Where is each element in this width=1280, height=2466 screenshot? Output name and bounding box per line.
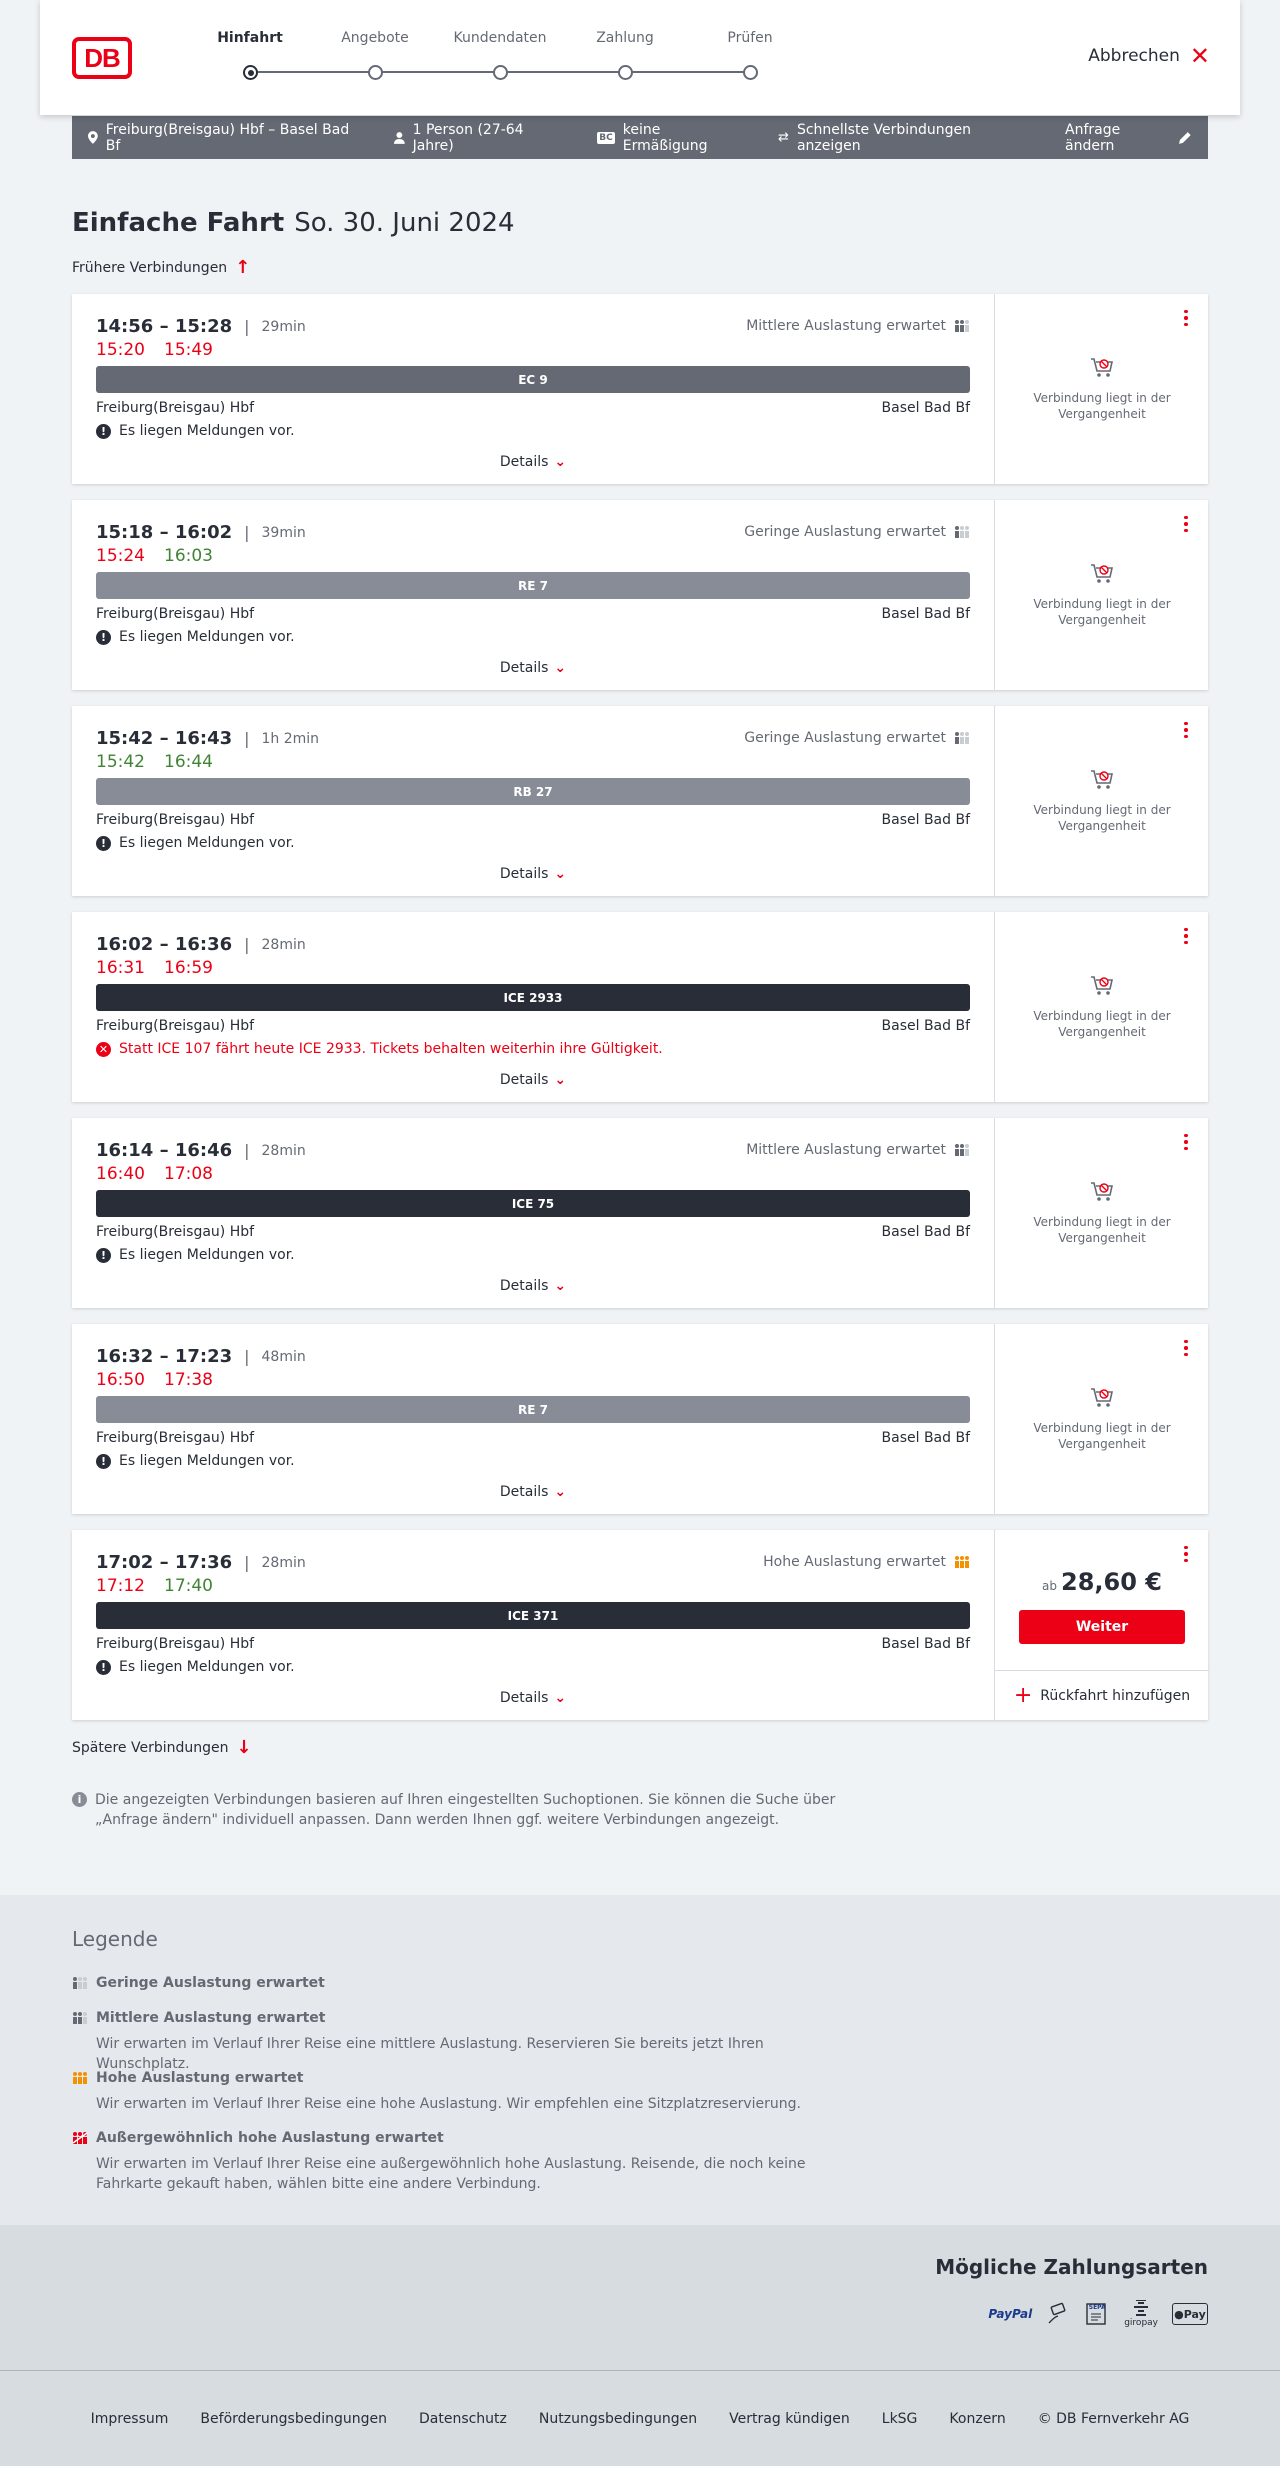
duration: 29min xyxy=(261,318,306,335)
price xyxy=(995,1568,1209,1596)
occupancy-low-icon xyxy=(72,1977,88,1989)
realtime-departure: 17:12 xyxy=(96,1576,145,1596)
chevron-down-icon: ⌄ xyxy=(554,660,567,676)
realtime-arrival: 16:44 xyxy=(164,752,213,772)
past-connection-text: Verbindung liegt in der Vergangenheit xyxy=(1033,391,1171,421)
past-connection-note xyxy=(995,1178,1209,1246)
step-label-1: Angebote xyxy=(341,30,409,46)
train-bar[interactable]: ICE 75 xyxy=(96,1190,970,1217)
payment-title: Mögliche Zahlungsarten xyxy=(935,2255,1208,2279)
payment-methods-section xyxy=(0,2225,1280,2370)
message-text: Es liegen Meldungen vor. xyxy=(119,1247,295,1263)
connection-main xyxy=(72,912,994,1102)
connection-card[interactable] xyxy=(72,500,1208,690)
connection-card[interactable] xyxy=(72,1118,1208,1308)
disruption-message xyxy=(96,1041,663,1057)
cancel-label: Abbrechen xyxy=(1088,46,1180,66)
more-options-icon[interactable] xyxy=(1180,924,1192,948)
train-bar[interactable]: ICE 371 xyxy=(96,1602,970,1629)
separator: | xyxy=(244,1553,250,1572)
past-connection-text: Verbindung liegt in der Vergangenheit xyxy=(1033,803,1171,833)
connection-card[interactable] xyxy=(72,912,1208,1102)
arrival-station: Basel Bad Bf xyxy=(881,1636,970,1652)
realtime-departure: 16:50 xyxy=(96,1370,145,1390)
step-label-3: Zahlung xyxy=(596,30,654,46)
search-info-text: Die angezeigten Verbindungen basieren auf Ihren eingestellten Suchoptionen. Sie können die Suche über „Anfrage ändern" individuell anpassen. Dann werden Ihnen ggf. weitere Verbindungen angezeigt. xyxy=(95,1792,836,1828)
arrival-station: Basel Bad Bf xyxy=(881,606,970,622)
details-label: Details xyxy=(499,1690,549,1706)
realtime-departure: 15:24 xyxy=(96,546,145,566)
departure-station: Freiburg(Breisgau) Hbf xyxy=(96,400,255,416)
footer-link[interactable]: Nutzungsbedingungen xyxy=(538,2410,698,2427)
route-item[interactable] xyxy=(88,122,362,154)
planned-times: 17:02 – 17:36 xyxy=(96,1552,233,1573)
details-label: Details xyxy=(499,1278,549,1294)
occupancy-exceptional-icon xyxy=(72,2132,88,2144)
train-bar[interactable]: RB 27 xyxy=(96,778,970,805)
details-label: Details xyxy=(499,1072,549,1088)
message-text: Statt ICE 107 fährt heute ICE 2933. Tickets behalten weiterhin ihre Gültigkeit. xyxy=(119,1041,663,1057)
error-icon: ✕ xyxy=(96,1042,111,1057)
close-icon: ✕ xyxy=(1189,42,1210,70)
later-connections-link[interactable] xyxy=(72,1737,252,1758)
connection-card[interactable] xyxy=(72,706,1208,896)
earlier-connections-link[interactable] xyxy=(72,257,250,278)
sepa-direct-debit-icon xyxy=(1084,2300,1110,2328)
details-toggle[interactable] xyxy=(72,454,994,470)
duration: 48min xyxy=(261,1348,306,1365)
change-request-button[interactable] xyxy=(1065,122,1192,154)
connection-offer xyxy=(994,500,1208,690)
connection-offer xyxy=(994,1530,1208,1720)
legend-item xyxy=(72,2130,856,2194)
occupancy-icon xyxy=(954,732,970,744)
cart-disabled-icon xyxy=(1089,1178,1115,1204)
departure-station: Freiburg(Breisgau) Hbf xyxy=(96,1224,255,1240)
occupancy-indicator[interactable] xyxy=(746,318,970,334)
chevron-down-icon: ⌄ xyxy=(554,1484,567,1500)
planned-times: 16:02 – 16:36 xyxy=(96,934,233,955)
train-bar[interactable]: EC 9 xyxy=(96,366,970,393)
occupancy-high-icon xyxy=(72,2072,88,2084)
connection-times xyxy=(96,1552,306,1573)
occupancy-indicator[interactable] xyxy=(744,730,970,746)
legend-item-title: Mittlere Auslastung erwartet xyxy=(96,2010,326,2026)
chevron-down-icon: ⌄ xyxy=(554,1278,567,1294)
more-options-icon[interactable] xyxy=(1180,306,1192,330)
later-connections-label: Spätere Verbindungen xyxy=(72,1739,229,1756)
separator: | xyxy=(244,729,250,748)
arrival-station: Basel Bad Bf xyxy=(881,1224,970,1240)
connection-main xyxy=(72,1530,994,1720)
step-marker-2[interactable] xyxy=(493,65,508,80)
cart-disabled-icon xyxy=(1089,354,1115,380)
chevron-down-icon: ⌄ xyxy=(554,1072,567,1088)
message-text: Es liegen Meldungen vor. xyxy=(119,423,295,439)
legend-item-header xyxy=(72,2130,856,2146)
pencil-icon xyxy=(1179,131,1192,144)
occupancy-indicator[interactable] xyxy=(746,1142,970,1158)
past-connection-text: Verbindung liegt in der Vergangenheit xyxy=(1033,1009,1171,1039)
connection-times xyxy=(96,728,319,749)
separator: | xyxy=(244,1347,250,1366)
legend-item-header xyxy=(72,2010,856,2026)
occupancy-icon xyxy=(954,526,970,538)
connection-main xyxy=(72,706,994,896)
realtime-times xyxy=(96,1164,232,1184)
cart-disabled-icon xyxy=(1089,1384,1115,1410)
realtime-departure: 15:42 xyxy=(96,752,145,772)
alert-icon: ! xyxy=(96,424,111,439)
planned-times: 14:56 – 15:28 xyxy=(96,316,233,337)
planned-times: 16:32 – 17:23 xyxy=(96,1346,233,1367)
page-title xyxy=(72,208,515,238)
step-marker-4[interactable] xyxy=(743,65,758,80)
connection-card[interactable] xyxy=(72,1530,1208,1720)
step-marker-3[interactable] xyxy=(618,65,633,80)
duration: 28min xyxy=(261,1142,306,1159)
discount-text: keine Ermäßigung xyxy=(622,121,708,154)
connection-times xyxy=(96,1140,306,1161)
chevron-down-icon: ⌄ xyxy=(554,454,567,470)
step-label-4: Prüfen xyxy=(727,30,773,46)
occupancy-indicator[interactable] xyxy=(744,524,970,540)
footer-link[interactable]: Vertrag kündigen xyxy=(729,2410,850,2427)
realtime-times xyxy=(96,546,232,566)
legend-item-text: Wir erwarten im Verlauf Ihrer Reise eine außergewöhnlich hohe Auslastung. Reisende, die noch keine Fahrkarte gekauft haben, wählen bitte eine andere Verbindung. xyxy=(96,2156,806,2192)
separator: | xyxy=(244,523,250,542)
departure-station: Freiburg(Breisgau) Hbf xyxy=(96,1430,255,1446)
past-connection-note xyxy=(995,972,1209,1040)
separator: | xyxy=(244,317,250,336)
arrival-station: Basel Bad Bf xyxy=(881,1018,970,1034)
occupancy-text: Mittlere Auslastung erwartet xyxy=(746,1142,946,1158)
connection-offer xyxy=(994,912,1208,1102)
cart-disabled-icon xyxy=(1089,560,1115,586)
connection-times xyxy=(96,934,306,955)
footer-link[interactable]: Datenschutz xyxy=(418,2410,507,2427)
footer-link[interactable]: LkSG xyxy=(881,2410,918,2427)
realtime-times xyxy=(96,958,232,978)
connection-offer xyxy=(994,706,1208,896)
realtime-arrival: 17:38 xyxy=(164,1370,213,1390)
realtime-departure: 16:40 xyxy=(96,1164,145,1184)
arrow-down-icon: ↓ xyxy=(236,1737,252,1758)
train-bar[interactable]: RE 7 xyxy=(96,572,970,599)
connection-times xyxy=(96,522,306,543)
route-text: Freiburg(Breisgau) Hbf – Basel Bad Bf xyxy=(105,121,350,154)
connection-main xyxy=(72,1118,994,1308)
details-label: Details xyxy=(499,866,549,882)
past-connection-text: Verbindung liegt in der Vergangenheit xyxy=(1033,597,1171,627)
past-connection-note xyxy=(995,560,1209,628)
realtime-departure: 16:31 xyxy=(96,958,145,978)
legend-section xyxy=(0,1895,1280,2225)
legend-item-title: Außergewöhnlich hohe Auslastung erwartet xyxy=(96,2130,444,2146)
more-options-icon[interactable] xyxy=(1180,1336,1192,1360)
more-options-icon[interactable] xyxy=(1180,718,1192,742)
step-label-0: Hinfahrt xyxy=(217,30,283,46)
option-text: Schnellste Verbindungen anzeigen xyxy=(796,121,972,154)
more-options-icon[interactable] xyxy=(1180,512,1192,536)
occupancy-icon xyxy=(954,1144,970,1156)
occupancy-medium-icon xyxy=(72,2012,88,2024)
separator: | xyxy=(244,935,250,954)
legend-item-header xyxy=(72,2070,856,2086)
past-connection-text: Verbindung liegt in der Vergangenheit xyxy=(1033,1421,1171,1451)
paypal-icon: PayPal xyxy=(988,2307,1033,2321)
details-label: Details xyxy=(499,1484,549,1500)
trip-date: So. 30. Juni 2024 xyxy=(294,208,515,238)
giropay-label: giropay xyxy=(1124,2318,1158,2328)
realtime-times xyxy=(96,752,232,772)
legend-item xyxy=(72,1975,325,1991)
alert-icon: ! xyxy=(96,1660,111,1675)
duration: 28min xyxy=(261,1554,306,1571)
details-label: Details xyxy=(499,660,549,676)
notice-message xyxy=(96,1453,295,1469)
alert-icon: ! xyxy=(96,1248,111,1263)
trip-type: Einfache Fahrt xyxy=(72,208,285,238)
occupancy-icon xyxy=(954,320,970,332)
price-prefix: ab xyxy=(1042,1579,1057,1593)
notice-message xyxy=(96,1659,295,1675)
footer-link: © DB Fernverkehr AG xyxy=(1037,2410,1190,2427)
add-return-trip-label: Rückfahrt hinzufügen xyxy=(1040,1687,1191,1704)
duration: 39min xyxy=(261,524,306,541)
legend-item xyxy=(72,2010,856,2074)
step-marker-1[interactable] xyxy=(368,65,383,80)
realtime-arrival: 17:40 xyxy=(164,1576,213,1596)
notice-message xyxy=(96,423,295,439)
apple-pay-label: Pay xyxy=(1183,2307,1206,2321)
more-options-icon[interactable] xyxy=(1180,1542,1192,1566)
continue-button[interactable]: Weiter xyxy=(1019,1610,1185,1644)
details-toggle[interactable] xyxy=(72,1484,994,1500)
travellers-item[interactable] xyxy=(394,122,565,154)
credit-card-hand-icon xyxy=(1046,2300,1070,2328)
option-item[interactable] xyxy=(778,122,1033,154)
person-icon xyxy=(394,132,405,144)
step-marker-0[interactable] xyxy=(243,65,258,80)
connection-offer xyxy=(994,1118,1208,1308)
realtime-arrival: 16:03 xyxy=(164,546,213,566)
departure-station: Freiburg(Breisgau) Hbf xyxy=(96,606,255,622)
connection-offer xyxy=(994,1324,1208,1514)
db-logo[interactable]: DB xyxy=(72,37,132,79)
progress-steps xyxy=(210,30,773,90)
occupancy-text: Geringe Auslastung erwartet xyxy=(744,730,946,746)
legend-item-text: Wir erwarten im Verlauf Ihrer Reise eine hohe Auslastung. Wir empfehlen eine Sitzplatzreservierung. xyxy=(96,2096,801,2112)
connection-card[interactable] xyxy=(72,294,1208,484)
details-toggle[interactable] xyxy=(72,1690,994,1706)
arrow-up-icon: ↑ xyxy=(235,257,251,278)
connection-main xyxy=(72,1324,994,1514)
past-connection-note xyxy=(995,354,1209,422)
planned-times: 16:14 – 16:46 xyxy=(96,1140,233,1161)
legend-item-header xyxy=(72,1975,325,1991)
location-pin-icon xyxy=(88,131,98,144)
notice-message xyxy=(96,1247,295,1263)
bahncard-icon: BC xyxy=(599,132,613,143)
legend-item-title: Geringe Auslastung erwartet xyxy=(96,1975,325,1991)
connection-card[interactable] xyxy=(72,1324,1208,1514)
cart-disabled-icon xyxy=(1089,972,1115,998)
alert-icon: ! xyxy=(96,1454,111,1469)
sepa-label: SEPA xyxy=(1088,2303,1106,2311)
footer xyxy=(0,2370,1280,2466)
connection-times xyxy=(96,1346,306,1367)
alert-icon: ! xyxy=(96,836,111,851)
more-options-icon[interactable] xyxy=(1180,1130,1192,1154)
payment-icons xyxy=(988,2297,1208,2331)
chevron-down-icon: ⌄ xyxy=(554,1690,567,1706)
message-text: Es liegen Meldungen vor. xyxy=(119,1453,295,1469)
duration: 28min xyxy=(261,936,306,953)
alert-icon: ! xyxy=(96,630,111,645)
notice-message xyxy=(96,835,295,851)
occupancy-text: Mittlere Auslastung erwartet xyxy=(746,318,946,334)
connection-offer xyxy=(994,294,1208,484)
past-connection-text: Verbindung liegt in der Vergangenheit xyxy=(1033,1215,1171,1245)
realtime-arrival: 16:59 xyxy=(164,958,213,978)
search-info-note xyxy=(72,1790,852,1830)
apple-logo-icon: ● xyxy=(1174,2307,1184,2321)
occupancy-text: Hohe Auslastung erwartet xyxy=(763,1554,946,1570)
realtime-arrival: 17:08 xyxy=(164,1164,213,1184)
footer-link[interactable]: Impressum xyxy=(90,2410,169,2427)
train-bar[interactable]: RE 7 xyxy=(96,1396,970,1423)
swap-arrows-icon: ⇄ xyxy=(778,130,789,145)
info-icon: i xyxy=(72,1792,87,1807)
planned-times: 15:18 – 16:02 xyxy=(96,522,233,543)
giropay-icon xyxy=(1124,2297,1158,2331)
separator: | xyxy=(244,1141,250,1160)
connection-main xyxy=(72,500,994,690)
footer-link[interactable]: Beförderungsbedingungen xyxy=(200,2410,387,2427)
cancel-button[interactable] xyxy=(1088,44,1210,68)
realtime-departure: 15:20 xyxy=(96,340,145,360)
past-connection-note xyxy=(995,1384,1209,1452)
discount-item[interactable] xyxy=(597,122,746,154)
price-value: 28,60 € xyxy=(1061,1568,1162,1596)
cart-disabled-icon xyxy=(1089,766,1115,792)
arrival-station: Basel Bad Bf xyxy=(881,812,970,828)
header xyxy=(40,0,1240,115)
earlier-connections-label: Frühere Verbindungen xyxy=(72,259,228,276)
departure-station: Freiburg(Breisgau) Hbf xyxy=(96,812,255,828)
realtime-times xyxy=(96,340,232,360)
legend-item-title: Hohe Auslastung erwartet xyxy=(96,2070,304,2086)
step-label-2: Kundendaten xyxy=(453,30,547,46)
duration: 1h 2min xyxy=(261,730,320,747)
footer-link[interactable]: Konzern xyxy=(949,2410,1006,2427)
details-toggle[interactable] xyxy=(72,1278,994,1294)
details-label: Details xyxy=(499,454,549,470)
legend-title: Legende xyxy=(72,1927,158,1951)
realtime-times xyxy=(96,1370,232,1390)
message-text: Es liegen Meldungen vor. xyxy=(119,629,295,645)
chevron-down-icon: ⌄ xyxy=(554,866,567,882)
departure-station: Freiburg(Breisgau) Hbf xyxy=(96,1636,255,1652)
message-text: Es liegen Meldungen vor. xyxy=(119,1659,295,1675)
details-toggle[interactable] xyxy=(72,866,994,882)
apple-pay-icon xyxy=(1172,2303,1208,2325)
message-text: Es liegen Meldungen vor. xyxy=(119,835,295,851)
connection-times xyxy=(96,316,306,337)
occupancy-icon xyxy=(954,1556,970,1568)
occupancy-indicator[interactable] xyxy=(763,1554,970,1570)
planned-times: 15:42 – 16:43 xyxy=(96,728,233,749)
legend-item-text: Wir erwarten im Verlauf Ihrer Reise eine mittlere Auslastung. Reservieren Sie bereits jetzt Ihren Wunschplatz. xyxy=(96,2036,764,2072)
departure-station: Freiburg(Breisgau) Hbf xyxy=(96,1018,255,1034)
add-return-trip-button[interactable] xyxy=(995,1670,1209,1720)
arrival-station: Basel Bad Bf xyxy=(881,400,970,416)
travellers-text: 1 Person (27-64 Jahre) xyxy=(412,121,524,154)
connection-main xyxy=(72,294,994,484)
past-connection-note xyxy=(995,766,1209,834)
realtime-arrival: 15:49 xyxy=(164,340,213,360)
change-request-label: Anfrage ändern xyxy=(1065,121,1121,154)
occupancy-text: Geringe Auslastung erwartet xyxy=(744,524,946,540)
notice-message xyxy=(96,629,295,645)
arrival-station: Basel Bad Bf xyxy=(881,1430,970,1446)
train-bar[interactable]: ICE 2933 xyxy=(96,984,970,1011)
realtime-times xyxy=(96,1576,232,1596)
legend-item xyxy=(72,2070,856,2114)
plus-icon: + xyxy=(1013,1683,1033,1708)
search-summary-bar xyxy=(72,116,1208,159)
details-toggle[interactable] xyxy=(72,1072,994,1088)
details-toggle[interactable] xyxy=(72,660,994,676)
